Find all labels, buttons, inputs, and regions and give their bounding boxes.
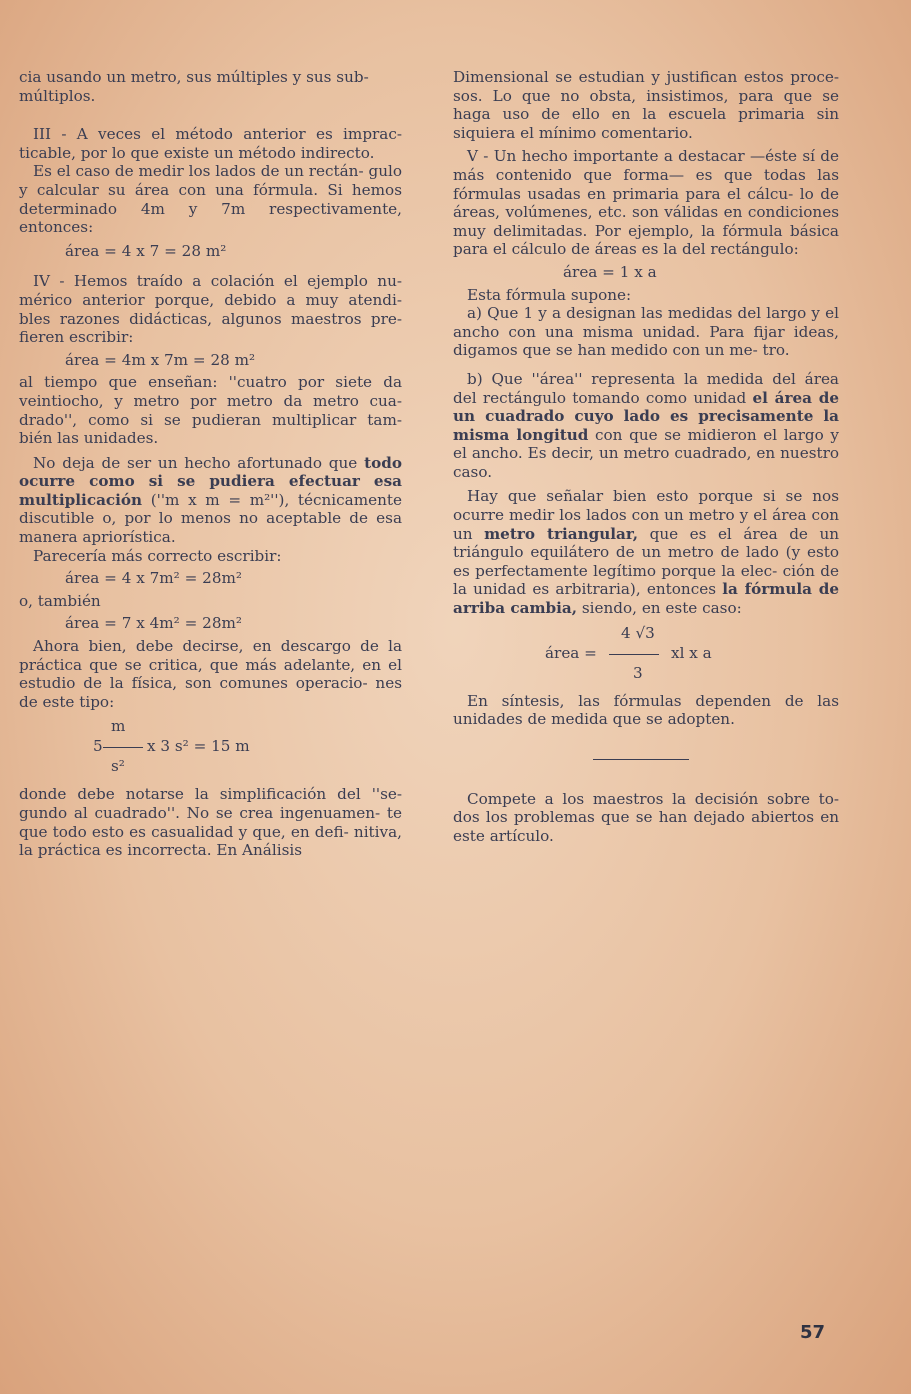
bold-text: todo ocurre como si se pudiera efectuar esa multiplicación [19,453,403,509]
fraction-formula [453,624,839,688]
paragraph: Compete a los maestros la decisión sobre to- dos los problemas que se han dejado abiertos en este artículo. [453,789,839,845]
paragraph: Dimensional se estudian y justifican estos proce- sos. Lo que no obsta, insistimos, para que se haga uso de ello en la escuela primaria sin siquiera el mínimo comentario. [453,68,839,142]
bold-text: la fórmula de arriba cambia, [453,580,839,618]
fraction-denominator: 3 [633,663,643,682]
text-line: múltiplos. [19,86,96,105]
paragraph-section-v: V - Un hecho importante a destacar —éste sí de más contenido que forma— es que todas las fórmulas usadas en primaria para el cálcu- lo de áreas, volúmenes, etc. son válidas en condiciones muy delimitadas. Por ejemplo, la fórmula básica para el cálculo de áreas es la del rectángulo: [453,147,839,259]
paragraph-section-iii: III - A veces el método anterior es imprac- ticable, por lo que existe un método indirecto. [19,125,402,162]
bold-text: metro triangular, [484,524,639,543]
paragraph: Parecería más correcto escribir: [33,546,282,565]
formula: área = 4m x 7m = 28 m² [65,350,256,369]
fraction-whole: 5 [93,737,103,756]
fraction-lhs: área = [545,643,597,662]
paragraph [453,487,839,617]
paragraph [19,454,402,547]
text: Hay que señalar bien esto porque si se nos ocurre medir los lados con un metro y el área con un [453,487,839,543]
left-column [19,68,402,860]
text: No deja de ser un hecho afortunado que [33,453,358,472]
text: b) Que ''área'' representa la medida del área del rectángulo tomando como unidad [453,369,839,407]
fraction-rest: xl x a [671,643,712,662]
right-column [453,68,839,846]
page-number: 57 [800,1322,826,1343]
bold-text: el área de un cuadrado cuyo lado es precisamente la misma longitud [453,388,839,444]
text: con que se midieron el largo y el ancho. Es decir, un metro cuadrado, en nuestro caso. [453,425,839,481]
paragraph: Esta fórmula supone: [467,285,632,304]
text: (''m x m = m²''), técnicamente discutible o, por lo menos no aceptable de esa manera apriorística. [19,490,402,547]
text: siendo, en este caso: [577,599,742,618]
paragraph: Ahora bien, debe decirse, en descargo de la práctica que se critica, que más adelante, en el estudio de la física, son comunes operacio- nes de este tipo: [19,637,402,711]
fraction-numerator: 4 √3 [621,623,655,642]
fraction-denominator: s² [111,757,125,776]
paragraph: En síntesis, las fórmulas dependen de las unidades de medida que se adopten. [453,691,839,729]
paragraph-item-a: a) Que 1 y a designan las medidas del largo y el ancho con una misma unidad. Para fijar ideas, digamos que se han medido con un me- tro. [453,304,839,360]
fraction-bar [103,747,143,748]
paragraph: al tiempo que enseñan: ''cuatro por siete da veintiocho, y metro por metro da metro cua- drado'', como si se pudieran multiplicar tam- bién las unidades. [19,373,402,448]
paragraph: donde debe notarse la simplificación del ''se- gundo al cuadrado''. No se crea ingenuamen- te que todo esto es casualidad y que, en defi- nitiva, la práctica es incorrecta. En Análisis [19,785,402,860]
fraction-rest: x 3 s² = 15 m [147,737,250,756]
fraction-formula [19,717,402,781]
text-line: cia usando un metro, sus múltiples y sus sub- [19,68,369,86]
fraction-numerator: m [111,717,126,736]
formula: área = 4 x 7 = 28 m² [65,241,227,260]
paragraph-section-iv: IV - Hemos traído a colación el ejemplo nu- mérico anterior porque, debido a muy atendi- bles razones didácticas, algunos maestros pre- fieren escribir: [19,272,402,347]
formula: área = 1 x a [563,262,657,281]
paragraph: o, también [19,591,101,610]
paragraph-item-b [453,370,839,482]
separator-rule [593,759,689,760]
formula: área = 4 x 7m² = 28m² [65,569,242,588]
fraction-bar [609,654,659,655]
paragraph: Es el caso de medir los lados de un rectán- gulo y calcular su área con una fórmula. Si hemos determinado 4m y 7m respectivamente, entonces: [19,162,402,237]
formula: área = 7 x 4m² = 28m² [65,614,242,633]
text: que es el área de un triángulo equilátero de un metro de lado (y esto es perfectamente legítimo porque la elec- ción de la unidad es arbitraria), entonces [453,524,840,599]
